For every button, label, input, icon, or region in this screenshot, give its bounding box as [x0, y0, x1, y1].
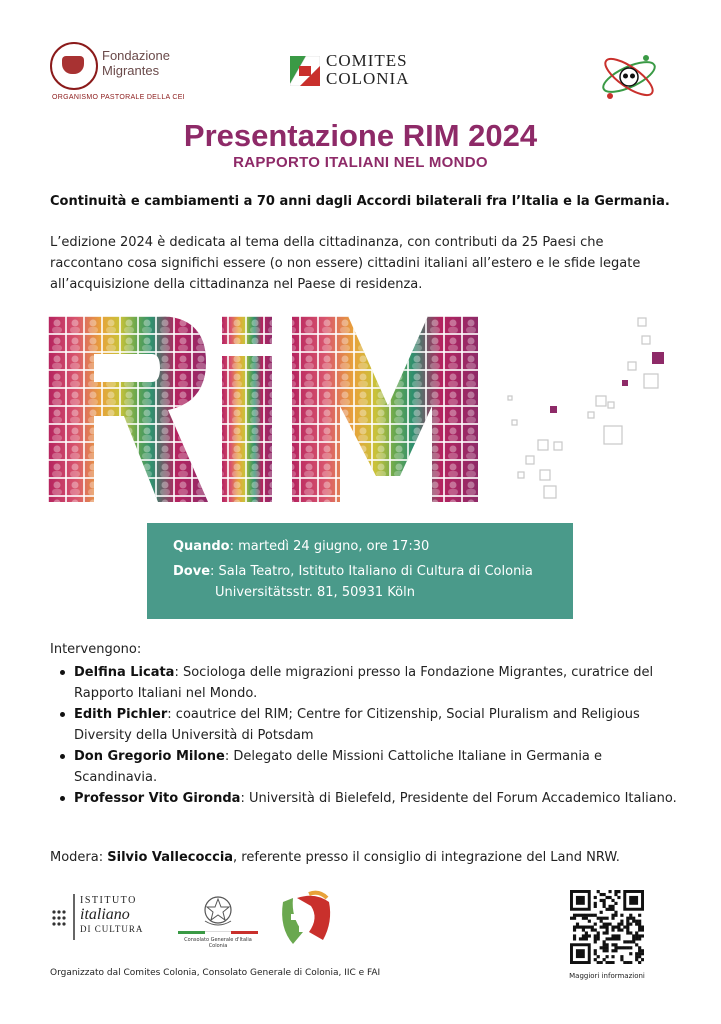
when-label: Quando — [173, 539, 230, 554]
istituto-italiano-cultura-logo — [50, 888, 170, 948]
where-label: Dove — [173, 564, 211, 579]
iic-dots-icon — [50, 892, 80, 942]
page-subtitle: RAPPORTO ITALIANI NEL MONDO — [233, 154, 488, 171]
intro-paragraph: L’edizione 2024 è dedicata al tema della cittadinanza, con contributi da 25 Paesi che raccontano cosa significhi essere (o non essere) cittadini italiani all’estero e le sfide legate all’acquisizione della cittadinanza nel Paese di residenza. — [50, 235, 641, 292]
fondazione-subtitle: ORGANISMO PASTORALE DELLA CEI — [52, 94, 185, 101]
speaker-desc: : Sociologa delle migrazioni presso la Fondazione Migrantes, curatrice del Rapporto Italiani nel Mondo. — [74, 665, 654, 701]
italian-emblem-icon — [201, 893, 235, 929]
comites-line2: COLONIA — [326, 69, 410, 88]
where-row — [173, 564, 533, 579]
rim-letter-r — [48, 316, 208, 502]
fondazione-name-line1: Fondazione — [102, 48, 170, 63]
organizer-text: Organizzato dal Comites Colonia, Consolato Generale di Colonia, IIC e FAI — [50, 968, 381, 978]
rim-scatter-squares — [508, 318, 664, 498]
atom-owl-logo-icon — [598, 46, 660, 108]
rim-letter-m — [292, 316, 478, 502]
list-item — [50, 662, 680, 704]
fondazione-name-line2: Migrantes — [102, 63, 160, 78]
speakers-heading: Intervengono: — [50, 642, 142, 657]
consolato-logo — [178, 893, 258, 953]
page-title: Presentazione RIM 2024 — [183, 118, 538, 153]
iic-line1: ISTITUTO — [80, 895, 137, 906]
when-row — [173, 539, 429, 554]
rim-mosaic-graphic — [48, 316, 668, 502]
speaker-name: Professor Vito Gironda — [74, 791, 241, 806]
moderator-line — [50, 850, 620, 865]
speaker-desc: : Università di Bielefeld, Presidente del Forum Accademico Italiano. — [240, 791, 677, 806]
iic-line2: italiano — [80, 906, 130, 923]
fai-logo-icon — [275, 888, 337, 950]
list-item — [50, 788, 680, 809]
consolato-label: Consolato Generale d'Italia Colonia — [184, 937, 252, 949]
speaker-name: Edith Pichler — [74, 707, 168, 722]
comites-colonia-logo — [290, 52, 450, 92]
where-value: : Sala Teatro, Istituto Italiano di Cultura di Colonia — [210, 564, 533, 579]
speakers-list — [50, 662, 680, 809]
list-item — [50, 704, 680, 746]
fondazione-emblem-icon — [50, 42, 98, 90]
event-info-box — [147, 523, 573, 619]
comites-flag-icon — [290, 56, 320, 86]
fondazione-migrantes-logo — [50, 42, 190, 102]
list-item — [50, 746, 680, 788]
comites-line1: COMITES — [326, 51, 408, 70]
qr-label: Maggiori informazioni — [569, 972, 645, 980]
address: Universitätsstr. 81, 50931 Köln — [215, 585, 415, 600]
speaker-desc: : coautrice del RIM; Centre for Citizenship, Social Pluralism and Religious Diversity della Università di Potsdam — [74, 707, 640, 743]
speaker-name: Don Gregorio Milone — [74, 749, 225, 764]
moderator-label: Modera: — [50, 850, 108, 865]
moderator-name: Silvio Vallecoccia — [107, 850, 234, 865]
speaker-desc: : Delegato delle Missioni Cattoliche Italiane in Germania e Scandinavia. — [74, 749, 603, 785]
tricolor-bar — [178, 931, 258, 934]
lead-text: Continuità e cambiamenti a 70 anni dagli Accordi bilaterali fra l’Italia e la Germania. — [50, 194, 670, 209]
when-value: : martedì 24 giugno, ore 17:30 — [229, 539, 430, 554]
speaker-name: Delfina Licata — [74, 665, 175, 680]
qr-code[interactable] — [570, 890, 644, 964]
iic-line3: DI CULTURA — [80, 924, 144, 934]
rim-letter-i — [222, 316, 272, 502]
moderator-desc: , referente presso il consiglio di integrazione del Land NRW. — [233, 850, 620, 865]
